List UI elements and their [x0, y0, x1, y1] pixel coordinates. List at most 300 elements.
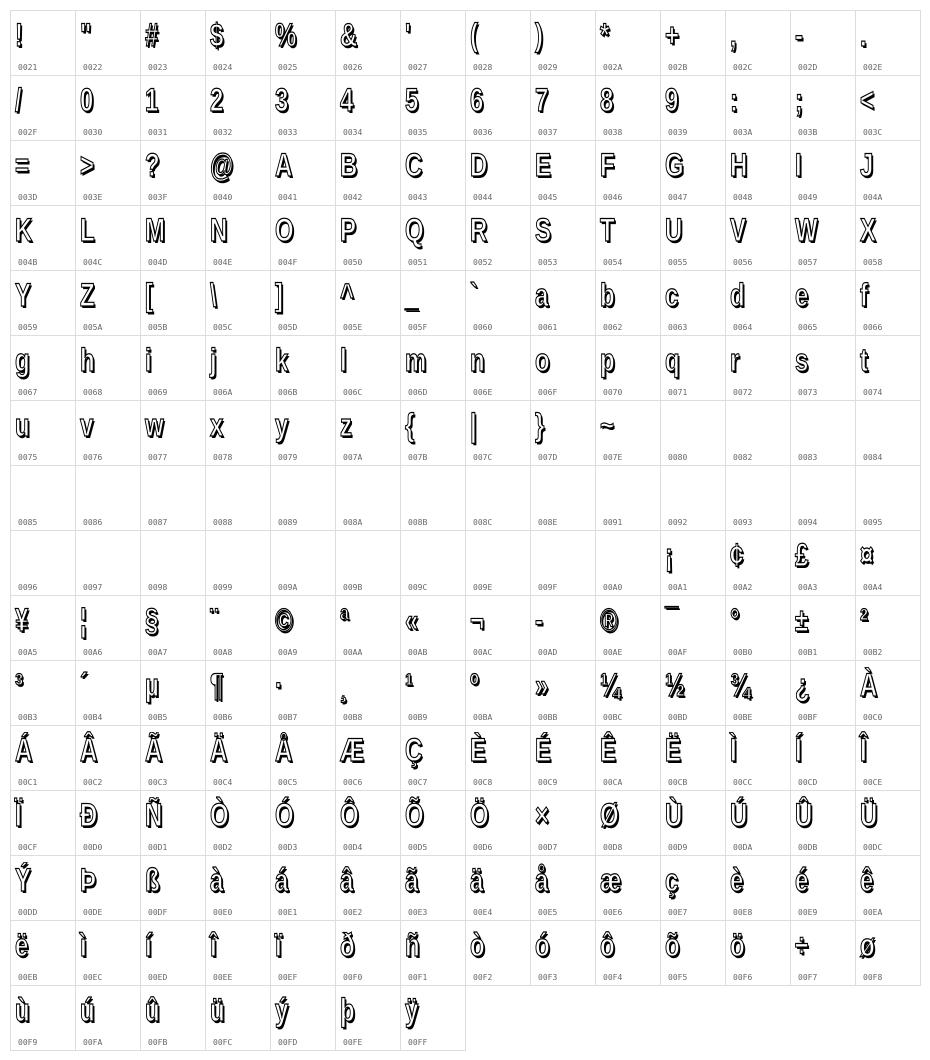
glyph-cell[interactable] — [401, 791, 466, 856]
glyph-preview: ¡ — [665, 537, 673, 573]
glyph-cell[interactable] — [141, 76, 206, 141]
glyph-cell[interactable] — [726, 141, 791, 206]
glyph-cell[interactable] — [206, 531, 271, 596]
glyph-code-label: 0036 — [473, 128, 493, 137]
glyph-cell[interactable] — [336, 401, 401, 466]
glyph-cell[interactable] — [271, 856, 336, 921]
glyph-cell[interactable] — [531, 856, 596, 921]
glyph-cell[interactable] — [271, 76, 336, 141]
glyph-code-label: 0048 — [733, 193, 753, 202]
glyph-cell[interactable] — [141, 466, 206, 531]
glyph-cell[interactable] — [141, 141, 206, 206]
glyph-code-label: 0035 — [408, 128, 428, 137]
glyph-cell[interactable] — [271, 271, 336, 336]
glyph-code-label: 0087 — [148, 518, 168, 527]
glyph-code-label: 0055 — [668, 258, 688, 267]
glyph-cell[interactable] — [271, 791, 336, 856]
glyph-cell[interactable] — [11, 791, 76, 856]
glyph-cell[interactable] — [791, 596, 856, 661]
glyph-cell[interactable] — [596, 141, 661, 206]
glyph-code-label: 0054 — [603, 258, 623, 267]
glyph-cell[interactable] — [271, 466, 336, 531]
glyph-preview — [730, 405, 760, 445]
glyph-cell[interactable] — [466, 791, 531, 856]
glyph-preview: ´ — [80, 667, 88, 703]
glyph-cell[interactable] — [11, 271, 76, 336]
glyph-cell[interactable] — [726, 596, 791, 661]
glyph-cell[interactable] — [401, 726, 466, 791]
glyph-cell[interactable] — [466, 141, 531, 206]
glyph-cell[interactable] — [206, 661, 271, 726]
glyph-cell[interactable] — [76, 726, 141, 791]
glyph-cell[interactable] — [466, 531, 531, 596]
glyph-cell[interactable] — [466, 596, 531, 661]
glyph-preview: ÷ — [795, 927, 809, 963]
glyph-cell[interactable] — [791, 11, 856, 76]
glyph-code-label: 0051 — [408, 258, 428, 267]
glyph-preview: ñ — [405, 927, 420, 963]
glyph-cell[interactable] — [141, 726, 206, 791]
glyph-preview: ¤ — [860, 537, 874, 573]
glyph-cell[interactable] — [661, 141, 726, 206]
glyph-code-label: 00EB — [18, 973, 38, 982]
glyph-code-label: 0098 — [148, 583, 168, 592]
glyph-cell[interactable] — [596, 726, 661, 791]
glyph-cell[interactable] — [466, 76, 531, 141]
glyph-cell[interactable] — [531, 531, 596, 596]
glyph-cell[interactable] — [141, 336, 206, 401]
glyph-cell[interactable] — [206, 726, 271, 791]
glyph-cell[interactable] — [856, 661, 921, 726]
glyph-code-label: 0085 — [18, 518, 38, 527]
glyph-cell[interactable] — [271, 531, 336, 596]
glyph-preview: n — [470, 342, 485, 378]
glyph-cell[interactable] — [791, 791, 856, 856]
glyph-cell[interactable] — [271, 141, 336, 206]
glyph-code-label: 0094 — [798, 518, 818, 527]
glyph-cell[interactable] — [401, 466, 466, 531]
glyph-cell[interactable] — [531, 466, 596, 531]
glyph-cell[interactable] — [596, 11, 661, 76]
glyph-cell[interactable] — [531, 921, 596, 986]
glyph-cell[interactable] — [466, 921, 531, 986]
glyph-cell[interactable] — [206, 596, 271, 661]
glyph-cell[interactable] — [661, 531, 726, 596]
glyph-cell[interactable] — [401, 921, 466, 986]
glyph-preview: Ð — [80, 797, 98, 833]
glyph-cell[interactable] — [76, 336, 141, 401]
glyph-cell[interactable] — [11, 921, 76, 986]
glyph-cell[interactable] — [76, 661, 141, 726]
glyph-cell[interactable] — [661, 466, 726, 531]
glyph-cell[interactable] — [531, 76, 596, 141]
glyph-cell[interactable] — [791, 206, 856, 271]
glyph-preview: " — [80, 17, 92, 53]
glyph-cell[interactable] — [76, 206, 141, 271]
glyph-cell[interactable] — [271, 206, 336, 271]
glyph-cell[interactable] — [401, 661, 466, 726]
glyph-cell[interactable] — [661, 336, 726, 401]
glyph-preview: Í — [795, 732, 802, 768]
glyph-cell[interactable] — [206, 141, 271, 206]
glyph-preview: % — [275, 17, 297, 53]
glyph-preview: u — [15, 407, 30, 443]
glyph-preview: ü — [210, 992, 225, 1028]
glyph-code-label: 00FB — [148, 1038, 168, 1047]
glyph-cell[interactable] — [336, 856, 401, 921]
glyph-preview: ½ — [665, 667, 686, 703]
glyph-cell[interactable] — [856, 401, 921, 466]
glyph-cell[interactable] — [596, 596, 661, 661]
glyph-cell[interactable] — [856, 11, 921, 76]
glyph-cell[interactable] — [856, 206, 921, 271]
glyph-cell[interactable] — [466, 856, 531, 921]
glyph-cell[interactable] — [271, 986, 336, 1051]
glyph-code-label: 0024 — [213, 63, 233, 72]
glyph-cell[interactable] — [531, 271, 596, 336]
glyph-cell[interactable] — [401, 986, 466, 1051]
glyph-code-label: 0027 — [408, 63, 428, 72]
glyph-code-label: 00AE — [603, 648, 623, 657]
glyph-cell[interactable] — [531, 726, 596, 791]
glyph-preview — [600, 535, 630, 575]
glyph-cell[interactable] — [76, 531, 141, 596]
glyph-preview: Ã — [145, 732, 163, 768]
glyph-cell[interactable] — [596, 336, 661, 401]
glyph-preview: ¯ — [665, 602, 679, 638]
glyph-preview: Ó — [275, 797, 294, 833]
glyph-cell[interactable] — [401, 206, 466, 271]
glyph-cell[interactable] — [206, 466, 271, 531]
glyph-cell[interactable] — [11, 76, 76, 141]
glyph-cell[interactable] — [271, 921, 336, 986]
glyph-cell[interactable] — [336, 76, 401, 141]
glyph-cell[interactable] — [791, 531, 856, 596]
glyph-cell[interactable] — [531, 791, 596, 856]
glyph-preview: ÿ — [405, 992, 419, 1028]
glyph-cell[interactable] — [206, 336, 271, 401]
glyph-cell[interactable] — [271, 401, 336, 466]
glyph-cell[interactable] — [141, 11, 206, 76]
glyph-cell[interactable] — [336, 921, 401, 986]
glyph-cell[interactable] — [661, 596, 726, 661]
glyph-cell[interactable] — [726, 271, 791, 336]
glyph-cell[interactable] — [726, 531, 791, 596]
glyph-cell[interactable] — [661, 856, 726, 921]
glyph-cell[interactable] — [466, 466, 531, 531]
glyph-cell[interactable] — [661, 921, 726, 986]
glyph-cell[interactable] — [11, 661, 76, 726]
glyph-cell[interactable] — [11, 336, 76, 401]
glyph-cell[interactable] — [856, 791, 921, 856]
glyph-preview: ¹ — [405, 667, 413, 703]
glyph-cell[interactable] — [76, 141, 141, 206]
glyph-cell[interactable] — [206, 791, 271, 856]
glyph-code-label: 005C — [213, 323, 233, 332]
glyph-cell[interactable] — [596, 921, 661, 986]
glyph-preview: ¾ — [730, 667, 751, 703]
glyph-cell[interactable] — [726, 466, 791, 531]
glyph-cell[interactable] — [141, 986, 206, 1051]
glyph-cell[interactable] — [856, 856, 921, 921]
glyph-cell[interactable] — [531, 141, 596, 206]
glyph-cell[interactable] — [791, 726, 856, 791]
glyph-cell[interactable] — [791, 76, 856, 141]
glyph-cell[interactable] — [531, 596, 596, 661]
glyph-cell[interactable] — [336, 336, 401, 401]
glyph-cell[interactable] — [856, 531, 921, 596]
glyph-cell[interactable] — [76, 11, 141, 76]
glyph-code-label: 00C0 — [863, 713, 883, 722]
glyph-preview: ] — [275, 277, 283, 313]
glyph-cell[interactable] — [336, 726, 401, 791]
glyph-cell[interactable] — [401, 11, 466, 76]
glyph-cell[interactable] — [141, 856, 206, 921]
glyph-cell[interactable] — [11, 401, 76, 466]
glyph-cell[interactable] — [11, 986, 76, 1051]
glyph-code-label: 00BF — [798, 713, 818, 722]
glyph-cell[interactable] — [271, 11, 336, 76]
glyph-cell[interactable] — [141, 661, 206, 726]
glyph-cell[interactable] — [661, 661, 726, 726]
glyph-code-label: 006A — [213, 388, 233, 397]
glyph-code-label: 003B — [798, 128, 818, 137]
glyph-cell[interactable] — [141, 531, 206, 596]
glyph-cell[interactable] — [401, 271, 466, 336]
glyph-code-label: 00C6 — [343, 778, 363, 787]
glyph-cell[interactable] — [76, 596, 141, 661]
glyph-cell[interactable] — [726, 661, 791, 726]
glyph-preview: ¼ — [600, 667, 621, 703]
glyph-cell[interactable] — [791, 466, 856, 531]
glyph-preview — [795, 405, 825, 445]
glyph-cell[interactable] — [661, 206, 726, 271]
glyph-preview: c — [665, 277, 679, 313]
glyph-cell[interactable] — [401, 596, 466, 661]
glyph-preview: w — [145, 407, 164, 443]
glyph-cell[interactable] — [726, 206, 791, 271]
glyph-cell[interactable] — [596, 856, 661, 921]
glyph-cell[interactable] — [466, 401, 531, 466]
glyph-cell[interactable] — [76, 921, 141, 986]
glyph-cell[interactable] — [271, 726, 336, 791]
glyph-preview: + — [665, 17, 680, 53]
glyph-code-label: 007C — [473, 453, 493, 462]
glyph-cell[interactable] — [466, 661, 531, 726]
glyph-code-label: 0050 — [343, 258, 363, 267]
glyph-cell[interactable] — [336, 791, 401, 856]
glyph-code-label: 00C9 — [538, 778, 558, 787]
glyph-cell[interactable] — [726, 726, 791, 791]
glyph-cell[interactable] — [856, 726, 921, 791]
glyph-cell[interactable] — [791, 271, 856, 336]
glyph-cell[interactable] — [76, 986, 141, 1051]
glyph-cell[interactable] — [11, 11, 76, 76]
glyph-preview: ê — [860, 862, 874, 898]
glyph-cell[interactable] — [856, 466, 921, 531]
glyph-code-label: 009C — [408, 583, 428, 592]
glyph-cell[interactable] — [336, 271, 401, 336]
glyph-cell[interactable] — [206, 401, 271, 466]
glyph-cell[interactable] — [791, 141, 856, 206]
glyph-cell[interactable] — [141, 791, 206, 856]
glyph-cell[interactable] — [791, 856, 856, 921]
glyph-cell[interactable] — [11, 466, 76, 531]
glyph-code-label: 00AB — [408, 648, 428, 657]
glyph-code-label: 00CF — [18, 843, 38, 852]
glyph-code-label: 0086 — [83, 518, 103, 527]
glyph-cell[interactable] — [661, 271, 726, 336]
glyph-preview: x — [210, 407, 224, 443]
glyph-code-label: 00A5 — [18, 648, 38, 657]
glyph-preview: i — [145, 342, 152, 378]
glyph-preview: å — [535, 862, 549, 898]
glyph-cell[interactable] — [336, 531, 401, 596]
glyph-preview — [145, 535, 175, 575]
glyph-cell[interactable] — [336, 661, 401, 726]
glyph-cell[interactable] — [466, 726, 531, 791]
glyph-cell[interactable] — [76, 401, 141, 466]
glyph-cell[interactable] — [11, 531, 76, 596]
glyph-cell[interactable] — [206, 271, 271, 336]
glyph-code-label: 00BD — [668, 713, 688, 722]
glyph-cell[interactable] — [856, 921, 921, 986]
glyph-cell[interactable] — [76, 271, 141, 336]
glyph-code-label: 00CB — [668, 778, 688, 787]
glyph-preview: Ê — [600, 732, 617, 768]
glyph-cell[interactable] — [336, 141, 401, 206]
glyph-code-label: 004E — [213, 258, 233, 267]
glyph-cell[interactable] — [206, 76, 271, 141]
glyph-cell[interactable] — [726, 336, 791, 401]
glyph-cell[interactable] — [596, 661, 661, 726]
glyph-code-label: 0071 — [668, 388, 688, 397]
glyph-cell[interactable] — [726, 791, 791, 856]
glyph-cell[interactable] — [401, 336, 466, 401]
glyph-cell[interactable] — [791, 336, 856, 401]
glyph-cell[interactable] — [76, 791, 141, 856]
glyph-cell[interactable] — [531, 661, 596, 726]
glyph-code-label: 004C — [83, 258, 103, 267]
glyph-cell[interactable] — [271, 336, 336, 401]
glyph-cell[interactable] — [596, 466, 661, 531]
glyph-cell[interactable] — [856, 596, 921, 661]
glyph-cell[interactable] — [726, 856, 791, 921]
glyph-cell[interactable] — [661, 401, 726, 466]
glyph-cell[interactable] — [596, 791, 661, 856]
glyph-cell[interactable] — [466, 336, 531, 401]
glyph-preview: 2 — [210, 82, 224, 118]
glyph-cell[interactable] — [401, 76, 466, 141]
glyph-cell[interactable] — [271, 661, 336, 726]
glyph-cell[interactable] — [726, 11, 791, 76]
glyph-cell[interactable] — [401, 401, 466, 466]
glyph-code-label: 0034 — [343, 128, 363, 137]
glyph-cell[interactable] — [141, 921, 206, 986]
glyph-code-label: 00D4 — [343, 843, 363, 852]
glyph-cell[interactable] — [206, 986, 271, 1051]
glyph-code-label: 004A — [863, 193, 883, 202]
glyph-cell[interactable] — [531, 206, 596, 271]
glyph-cell[interactable] — [531, 336, 596, 401]
glyph-cell[interactable] — [76, 856, 141, 921]
glyph-cell[interactable] — [661, 76, 726, 141]
glyph-preview: ä — [470, 862, 484, 898]
glyph-cell[interactable] — [596, 76, 661, 141]
glyph-cell[interactable] — [466, 206, 531, 271]
glyph-cell[interactable] — [791, 401, 856, 466]
glyph-cell[interactable] — [271, 596, 336, 661]
glyph-cell[interactable] — [726, 921, 791, 986]
glyph-cell[interactable] — [466, 271, 531, 336]
glyph-cell[interactable] — [11, 726, 76, 791]
glyph-preview: , — [730, 17, 737, 53]
glyph-code-label: 0079 — [278, 453, 298, 462]
glyph-code-label: 0067 — [18, 388, 38, 397]
glyph-code-label: 00CD — [798, 778, 818, 787]
glyph-cell[interactable] — [11, 596, 76, 661]
glyph-cell[interactable] — [206, 206, 271, 271]
glyph-cell[interactable] — [76, 466, 141, 531]
glyph-cell[interactable] — [791, 661, 856, 726]
glyph-cell[interactable] — [141, 596, 206, 661]
glyph-cell[interactable] — [206, 921, 271, 986]
glyph-cell[interactable] — [11, 856, 76, 921]
glyph-cell[interactable] — [336, 11, 401, 76]
glyph-cell[interactable] — [856, 141, 921, 206]
glyph-code-label: 008B — [408, 518, 428, 527]
glyph-cell[interactable] — [726, 76, 791, 141]
glyph-code-label: 0041 — [278, 193, 298, 202]
glyph-cell[interactable] — [336, 206, 401, 271]
glyph-cell[interactable] — [856, 76, 921, 141]
glyph-cell[interactable] — [401, 141, 466, 206]
glyph-cell[interactable] — [531, 11, 596, 76]
glyph-cell[interactable] — [76, 76, 141, 141]
glyph-cell[interactable] — [11, 206, 76, 271]
glyph-cell[interactable] — [596, 206, 661, 271]
glyph-cell[interactable] — [336, 986, 401, 1051]
glyph-cell[interactable] — [401, 856, 466, 921]
glyph-cell[interactable] — [726, 401, 791, 466]
glyph-preview: ¸ — [340, 667, 348, 703]
glyph-cell[interactable] — [856, 336, 921, 401]
glyph-cell[interactable] — [141, 206, 206, 271]
glyph-cell[interactable] — [141, 401, 206, 466]
glyph-cell[interactable] — [466, 11, 531, 76]
glyph-cell[interactable] — [791, 921, 856, 986]
glyph-cell[interactable] — [336, 466, 401, 531]
glyph-cell[interactable] — [596, 401, 661, 466]
glyph-cell[interactable] — [856, 271, 921, 336]
glyph-code-label: 00E7 — [668, 908, 688, 917]
glyph-cell[interactable] — [531, 401, 596, 466]
glyph-cell[interactable] — [661, 791, 726, 856]
glyph-cell[interactable] — [401, 531, 466, 596]
glyph-cell[interactable] — [206, 856, 271, 921]
glyph-code-label: 00A6 — [83, 648, 103, 657]
glyph-cell[interactable] — [661, 11, 726, 76]
glyph-cell[interactable] — [206, 11, 271, 76]
glyph-code-label: 0060 — [473, 323, 493, 332]
glyph-cell[interactable] — [596, 531, 661, 596]
glyph-code-label: 00C4 — [213, 778, 233, 787]
glyph-cell[interactable] — [141, 271, 206, 336]
glyph-cell[interactable] — [11, 141, 76, 206]
glyph-cell[interactable] — [336, 596, 401, 661]
glyph-cell[interactable] — [596, 271, 661, 336]
glyph-cell[interactable] — [661, 726, 726, 791]
